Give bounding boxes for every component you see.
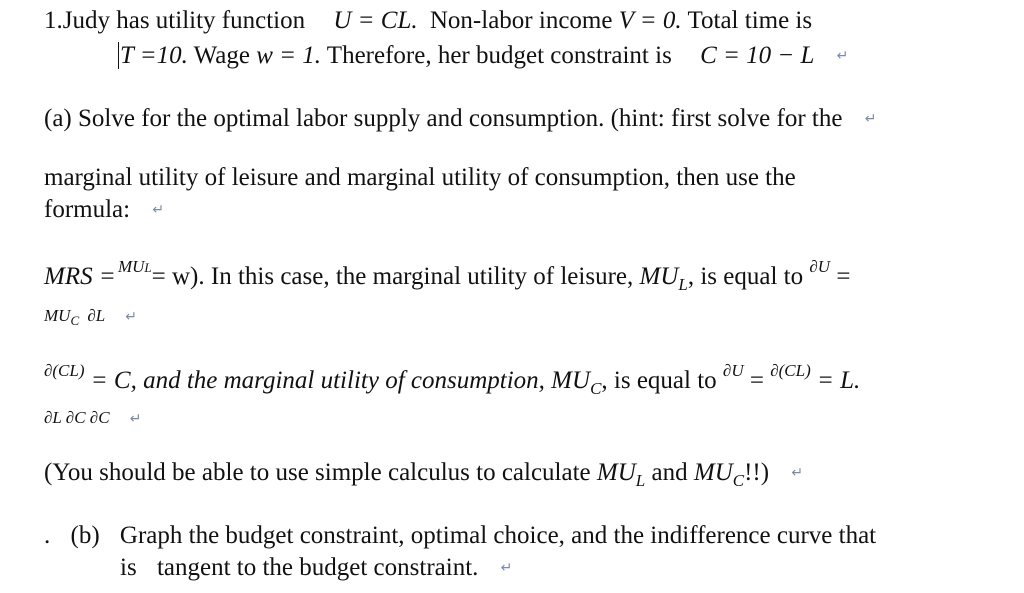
budget-constraint-eq: C = 10 − L [700, 42, 815, 69]
total-time-eq: T =10. [120, 42, 188, 69]
question-1-line-2 [118, 41, 848, 74]
part-a-line-1 [44, 104, 876, 137]
subscript: C [732, 471, 745, 490]
calculus-hint-line [44, 458, 803, 491]
return-icon: ↵ [125, 309, 137, 325]
mu-l: MU [596, 459, 636, 486]
text: (You should be able to use simple calculus to calculate [44, 459, 591, 486]
text: Total time is [687, 7, 813, 34]
equals: = [836, 263, 851, 290]
text: = w). In this case, the marginal utility of leisure, [151, 263, 634, 290]
partial-cl: ∂(CL) [44, 361, 85, 380]
equals: = [749, 367, 764, 394]
part-a-line-2 [44, 163, 796, 193]
partial-l-denominator: ∂L [87, 306, 105, 325]
text: = C, and the marginal utility of consumption, [90, 367, 545, 394]
text: and [651, 459, 688, 486]
return-icon: ↵ [152, 202, 165, 218]
subscript: L [678, 275, 688, 294]
text: marginal utility of leisure and marginal utility of consumption, then use the [44, 164, 796, 191]
text: !!) [744, 459, 770, 486]
subscript: C [590, 379, 602, 398]
mrs-denominators [44, 306, 137, 327]
return-icon: ↵ [864, 111, 877, 127]
text: tangent to the budget constraint. [156, 554, 479, 581]
cl-denominators [44, 408, 142, 429]
part-b-label: (b) [70, 522, 100, 549]
text: , is equal to [601, 367, 717, 394]
part-b-line-1 [44, 521, 876, 551]
mrs-formula-line [44, 257, 851, 295]
wage-eq: w = 1. [256, 42, 321, 69]
part-a-line-3 [44, 195, 164, 228]
mu-c-denominator: MU [44, 306, 71, 325]
utility-function-eq: U = CL. [333, 7, 418, 34]
subscript: C [70, 313, 80, 328]
question-number: 1. [44, 7, 63, 34]
text: Non-labor income [429, 7, 613, 34]
mu-c: MU [551, 367, 591, 394]
text: Graph the budget constraint, optimal choice, and the indifference curve that [119, 522, 877, 549]
text: = L. [817, 367, 861, 394]
subscript: L [635, 471, 646, 490]
text: , is equal to [687, 263, 804, 290]
partial-denominators: ∂L ∂C ∂C [44, 408, 110, 427]
bullet: . [44, 522, 51, 549]
mu-c: MU [693, 459, 733, 486]
text: Therefore, her budget constraint is [326, 42, 672, 69]
non-labor-income-eq: V = 0. [618, 7, 682, 34]
cl-derivative-line [44, 361, 861, 398]
question-1-line-1 [44, 6, 812, 36]
partial-cl-2: ∂(CL) [770, 361, 811, 380]
mu-l: MU [639, 263, 679, 290]
text: formula: [44, 196, 131, 223]
text: Wage [193, 42, 250, 69]
partial-u: ∂U [722, 361, 744, 380]
return-icon: ↵ [836, 48, 849, 64]
return-icon: ↵ [500, 560, 513, 576]
return-icon: ↵ [791, 465, 804, 481]
frac-numerator: MU [117, 257, 145, 276]
mrs-lhs: MRS = [44, 263, 116, 290]
partial-u: ∂U [809, 257, 831, 276]
frac-numerator-sub: L [144, 260, 152, 275]
part-b-line-2 [120, 553, 512, 586]
text: (a) Solve for the optimal labor supply and consumption. (hint: first solve for the [44, 105, 843, 132]
text: is [120, 554, 137, 581]
return-icon: ↵ [129, 411, 142, 427]
text: Judy has utility function [62, 7, 306, 34]
